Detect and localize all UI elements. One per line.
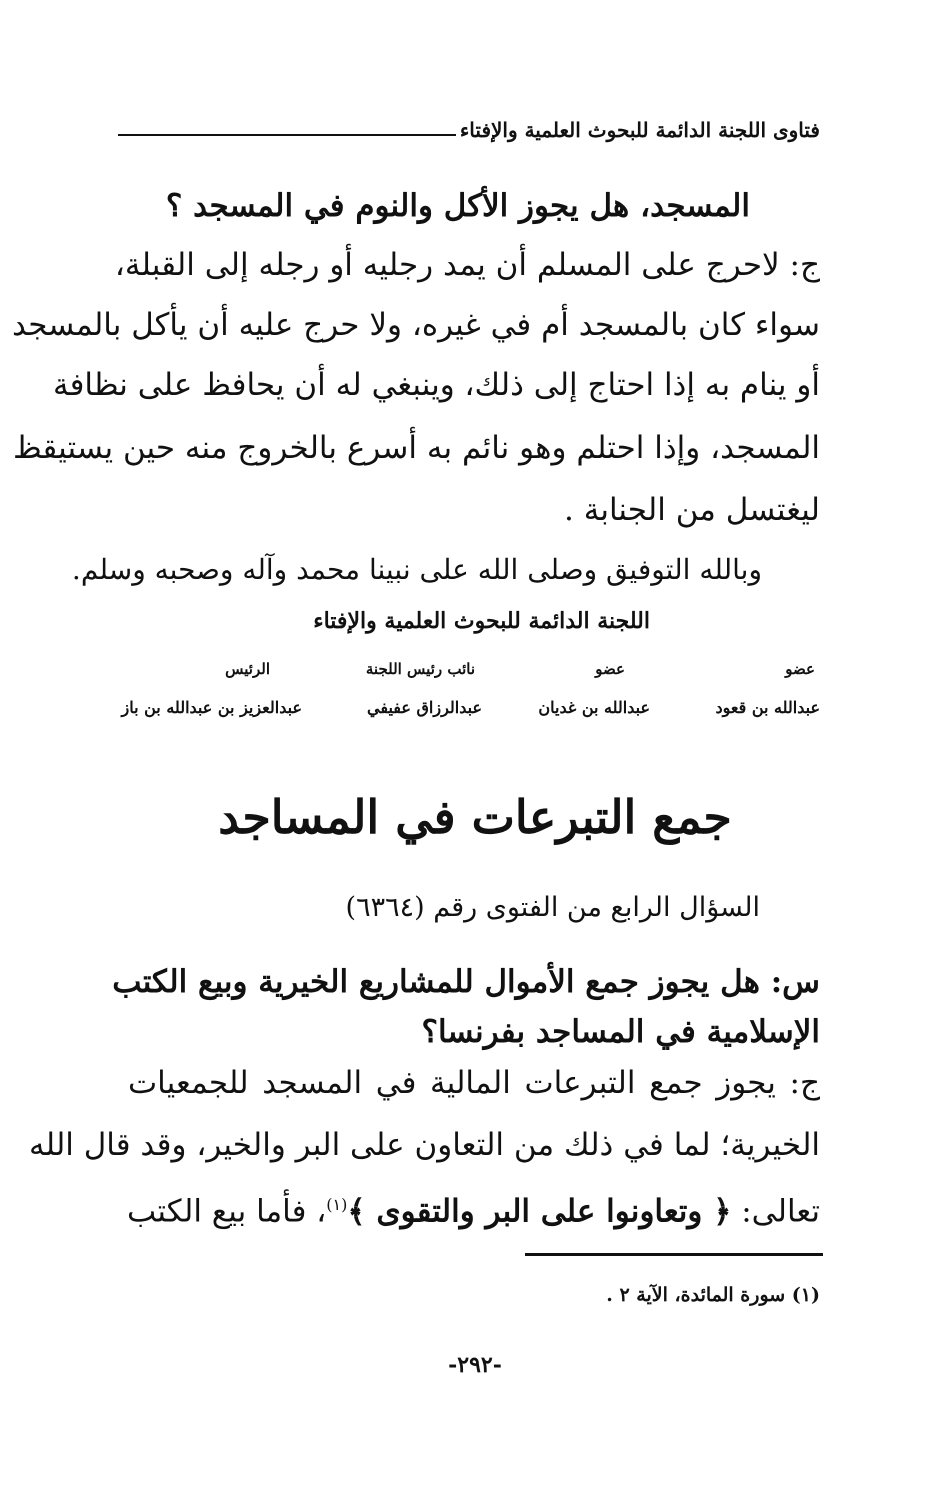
line-lead-text: تعالى: <box>741 1193 820 1230</box>
question-continuation: المسجد، هل يجوز الأكل والنوم في المسجد ؟ <box>165 188 750 224</box>
question-line-2: الإسلامية في المساجد بفرنسا؟ <box>421 1014 820 1050</box>
signatory-role-1: عضو <box>785 660 815 678</box>
running-header-title: فتاوى اللجنة الدائمة للبحوث العلمية والإفتاء <box>459 118 820 142</box>
signatory-name-2: عبدالله بن غديان <box>538 698 650 717</box>
signatory-role-4: الرئيس <box>225 660 270 678</box>
answer-line-2: سواء كان بالمسجد أم في غيره، ولا حرج عليه أن يأكل بالمسجد <box>11 307 820 343</box>
answer2-line-2: الخيرية؛ لما في ذلك من التعاون على البر والخير، وقد قال الله <box>28 1127 820 1163</box>
signatory-name-1: عبدالله بن قعود <box>715 698 820 717</box>
answer2-line-1: ج: يجوز جمع التبرعات المالية في المسجد للجمعيات <box>128 1065 820 1101</box>
question-line-1: س: هل يجوز جمع الأموال للمشاريع الخيرية وبيع الكتب <box>112 964 820 1000</box>
signatory-role-2: عضو <box>595 660 625 678</box>
answer-line-4: المسجد، وإذا احتلم وهو نائم به أسرع بالخروج منه حين يستيقظ <box>13 430 820 466</box>
committee-name: اللجنة الدائمة للبحوث العلمية والإفتاء <box>313 608 650 634</box>
question-reference: السؤال الرابع من الفتوى رقم (٦٣٦٤) <box>345 892 760 923</box>
signatory-role-3: نائب رئيس اللجنة <box>365 660 475 678</box>
quran-verse: ﴿ وتعاونوا على البر والتقوى ﴾ <box>347 1193 732 1230</box>
footnote: (١) سورة المائدة، الآية ٢ . <box>606 1284 820 1306</box>
footnote-rule <box>525 1253 823 1256</box>
signatory-name-3: عبدالرزاق عفيفي <box>367 698 482 717</box>
answer-line-5: ليغتسل من الجنابة . <box>564 492 820 528</box>
page-number: -٢٩٢- <box>448 1352 502 1378</box>
line-trail-text: ، فأما بيع الكتب <box>126 1193 327 1230</box>
answer2-line-3 <box>128 1185 820 1231</box>
answer-line-1: ج: لاحرج على المسلم أن يمد رجليه أو رجله إلى القبلة، <box>114 247 820 283</box>
closing-formula: وبالله التوفيق وصلى الله على نبينا محمد وآله وصحبه وسلم. <box>71 553 762 586</box>
footnote-marker: (١) <box>326 1195 348 1214</box>
answer-line-3: أو ينام به إذا احتاج إلى ذلك، وينبغي له أن يحافظ على نظافة <box>52 367 820 403</box>
signatory-name-4: عبدالعزيز بن عبدالله بن باز <box>121 698 302 717</box>
header-rule <box>118 134 456 136</box>
section-title: جمع التبرعات في المساجد <box>218 790 732 844</box>
